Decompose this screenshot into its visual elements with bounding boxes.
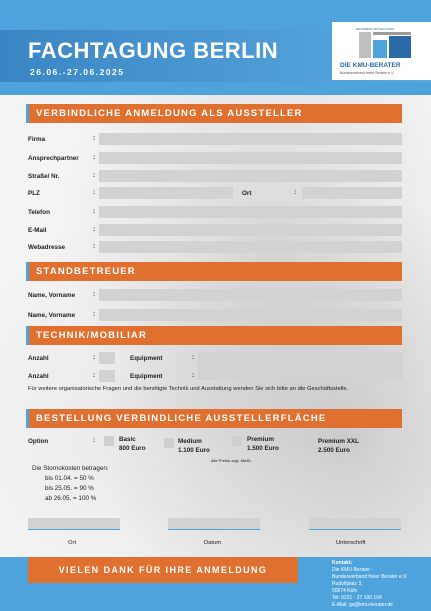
street-label: Straße/ Nr. <box>28 173 60 180</box>
qty-2-field[interactable] <box>99 370 115 382</box>
section-accent <box>26 104 29 123</box>
equipment-field[interactable] <box>198 352 402 380</box>
city-label: Ort <box>242 190 252 197</box>
colon: : <box>93 208 96 215</box>
section-title: VERBINDLICHE ANMELDUNG ALS AUSSTELLER <box>36 108 303 119</box>
tech-note: Für weitere organisatorische Fragen und die benötigte Technik und Ausstattung wenden Sie sich bitte an die Geschäftsstelle. <box>28 386 349 392</box>
option-basic-price: 800 Euro <box>119 445 146 452</box>
logo-icon <box>355 28 415 60</box>
zip-label: PLZ <box>28 190 40 197</box>
staff-name-1-field[interactable] <box>99 289 402 301</box>
logo-tagline: NETZWERK MITTELSTAND <box>356 27 395 31</box>
cancel-line: ab 26.05. = 100 % <box>45 495 97 502</box>
zip-field[interactable] <box>99 187 233 199</box>
option-premium-name: Premium <box>247 436 274 443</box>
event-date: 26.06.-27.06.2025 <box>30 67 125 77</box>
section-tech <box>28 326 402 345</box>
colon: : <box>93 189 96 196</box>
signature-place-field[interactable] <box>28 518 120 530</box>
colon: : <box>93 372 96 379</box>
equipment-2-label: Equipment <box>130 373 163 380</box>
web-field[interactable] <box>99 241 402 253</box>
staff-name-2-field[interactable] <box>99 309 402 321</box>
option-basic-checkbox[interactable] <box>104 436 114 446</box>
section-title: BESTELLUNG VERBINDLICHE AUSSTELLERFLÄCHE <box>36 413 327 424</box>
colon: : <box>93 243 96 250</box>
street-field[interactable] <box>99 170 402 182</box>
phone-label: Telefon <box>28 209 50 216</box>
contact-line: Rudolfplatz 3, <box>332 581 363 587</box>
section-registration <box>28 104 402 123</box>
option-medium-name: Medium <box>178 438 202 445</box>
signature-sign-label: Unterschrift <box>336 540 366 546</box>
signature-sign-field[interactable] <box>309 518 401 530</box>
section-title: TECHNIK/MOBILIAR <box>36 330 148 341</box>
qty-1-field[interactable] <box>99 352 115 364</box>
signature-date-label: Datum <box>204 540 222 546</box>
logo-name: DIE KMU-BERATER <box>340 62 401 69</box>
option-label: Option <box>28 438 49 445</box>
cancel-line: bis 01.04. = 50 % <box>45 475 94 482</box>
option-medium-price: 1.100 Euro <box>178 447 210 454</box>
option-premium-price: 1.500 Euro <box>247 445 279 452</box>
colon: : <box>93 437 96 444</box>
colon: : <box>192 372 195 379</box>
qty-1-label: Anzahl <box>28 355 49 362</box>
contact-line: E-Mail: gs@kmu-berater.de <box>332 602 393 608</box>
contact-line: Tel: 0221 - 27 100 104 <box>332 595 382 601</box>
colon: : <box>93 311 96 318</box>
city-field[interactable] <box>302 187 402 199</box>
option-medium-checkbox[interactable] <box>164 438 174 448</box>
colon: : <box>93 154 96 161</box>
section-staff <box>28 262 402 281</box>
section-accent <box>26 409 29 428</box>
page-title: FACHTAGUNG BERLIN <box>28 38 279 63</box>
cancel-line: bis 25.05. = 90 % <box>45 485 94 492</box>
contact-block <box>332 560 407 609</box>
staff-name-1-label: Name, Vorname <box>28 292 76 299</box>
contact-line: Bundesverband freier Berater e.V. <box>332 574 408 580</box>
email-field[interactable] <box>99 224 402 236</box>
email-label: E-Mail <box>28 227 47 234</box>
contact-line: Die KMU-Berater - <box>332 567 374 573</box>
option-premium-xxl-name: Premium XXL <box>318 438 359 445</box>
section-order <box>28 409 402 428</box>
section-accent <box>26 262 29 281</box>
colon: : <box>192 354 195 361</box>
cancel-title: Die Stornokosten betragen: <box>32 465 109 472</box>
option-premium-xxl-checkbox[interactable] <box>304 438 314 448</box>
company-label: Firma <box>28 136 46 143</box>
colon: : <box>93 172 96 179</box>
company-field[interactable] <box>99 133 402 145</box>
colon: : <box>93 135 96 142</box>
option-premium-checkbox[interactable] <box>232 436 242 446</box>
section-title: STANDBETREUER <box>36 266 136 277</box>
contact-field[interactable] <box>99 152 402 164</box>
contact-heading: Kontakt: <box>332 560 353 566</box>
colon: : <box>294 189 297 196</box>
colon: : <box>93 354 96 361</box>
colon: : <box>93 291 96 298</box>
vat-note: Alle Preise zzgl. MwSt. <box>211 458 252 463</box>
contact-label: Ansprechpartner <box>28 155 79 162</box>
signature-place-label: Ort <box>68 540 77 546</box>
option-basic-name: Basic <box>119 436 136 443</box>
contact-line: 50674 Köln <box>332 588 358 594</box>
signature-date-field[interactable] <box>168 518 260 530</box>
option-premium-xxl-price: 2.500 Euro <box>318 447 350 454</box>
web-label: Webadresse <box>28 244 65 251</box>
logo-subtitle: Bundesverband freier Berater e.V. <box>340 71 395 75</box>
phone-field[interactable] <box>99 206 402 218</box>
qty-2-label: Anzahl <box>28 373 49 380</box>
equipment-1-label: Equipment <box>130 355 163 362</box>
colon: : <box>93 226 96 233</box>
thanks-banner: VIELEN DANK FÜR IHRE ANMELDUNG <box>28 557 298 583</box>
section-accent <box>26 326 29 345</box>
staff-name-2-label: Name, Vorname <box>28 312 76 319</box>
